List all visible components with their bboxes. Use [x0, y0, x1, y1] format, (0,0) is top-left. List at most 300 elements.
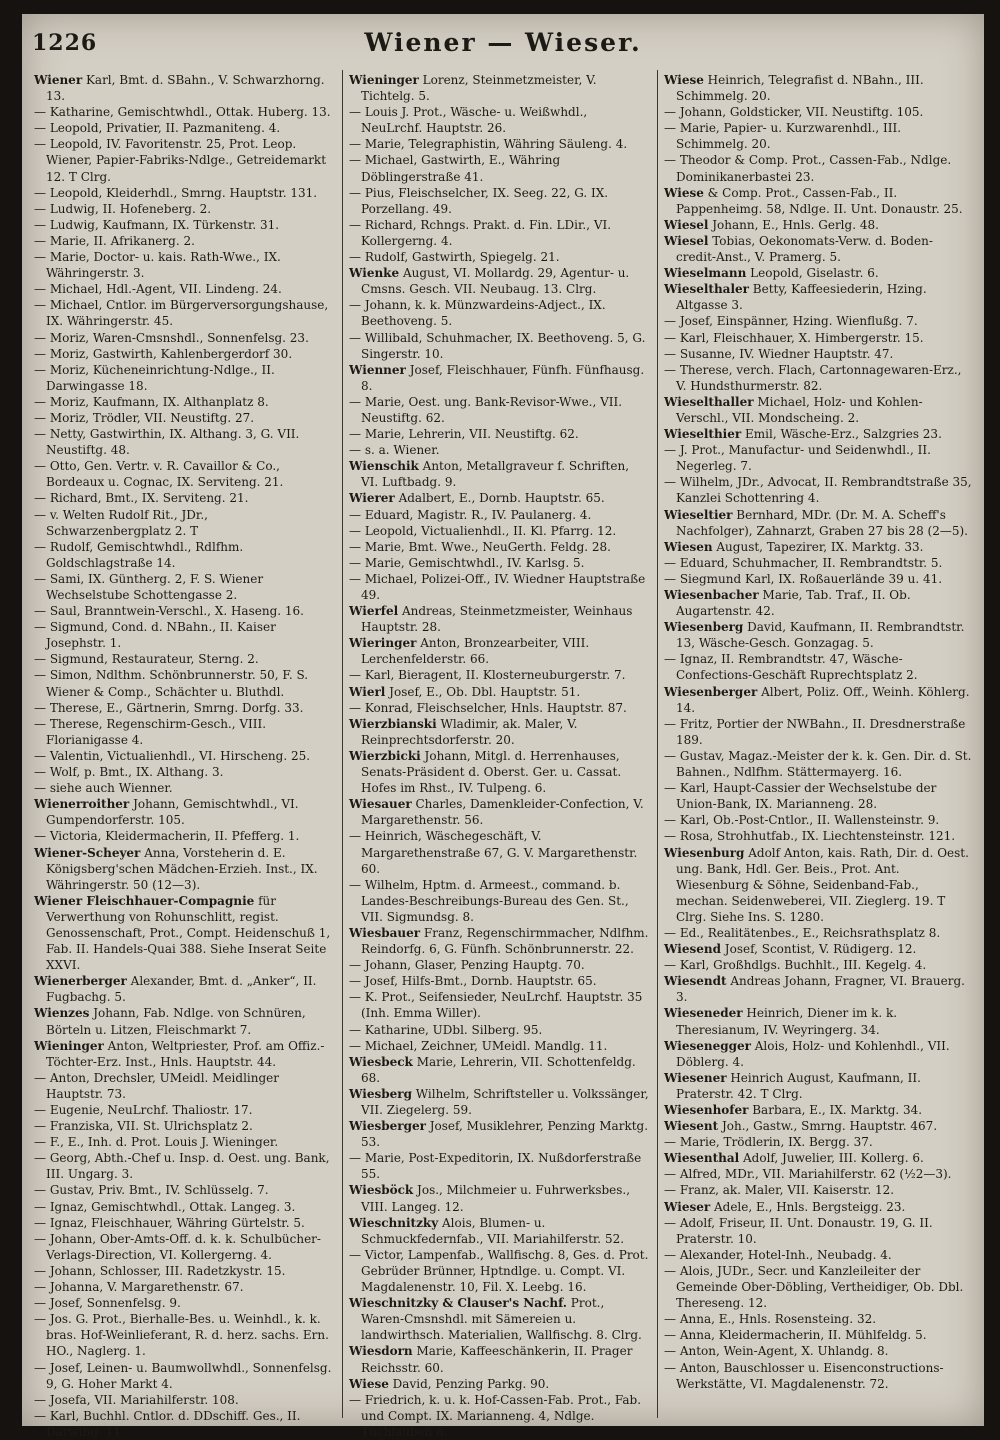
entry-text: Lorenz, Steinmetzmeister, V. Tichtelg. 5. [361, 73, 597, 104]
entry-text: — Theodor & Comp. Prot., Cassen-Fab., Ndlge. Dominikanerbastei 23. [664, 153, 952, 184]
entry-surname: Wienzes [34, 1006, 90, 1021]
entry-text: Heinrich, Telegrafist d. NBahn., III. Schimmelg. 20. [676, 73, 924, 104]
directory-entry [664, 362, 972, 394]
directory-entry [349, 828, 649, 876]
entry-surname: Wiesdorn [349, 1344, 413, 1359]
entry-text: — Otto, Gen. Vertr. v. R. Cavaillor & Co., Bordeaux u. Cognac, IX. Serviteng. 21. [34, 459, 284, 490]
entry-text: — Ignaz, Fleischhauer, Währing Gürtelstr. 5. [34, 1215, 305, 1230]
directory-entry [349, 877, 649, 925]
entry-text: — Johann, Ober-Amts-Off. d. k. k. Schulbücher-Verlags-Direction, VI. Kollergerng. 4. [34, 1231, 321, 1262]
entry-surname: Wieschnitzky & Clauser's Nachf. [349, 1296, 567, 1311]
entry-text: Johann, Mitgl. d. Herrenhauses, Senats-Präsident d. Oberst. Ger. u. Cassat. Hofes im Rhst., IV. Tulpeng. 6. [361, 748, 622, 796]
entry-surname: Wiener-Scheyer [34, 845, 141, 860]
entry-text: — Rosa, Strohhutfab., IX. Liechtensteinstr. 121. [664, 829, 956, 844]
entry-text: Heinrich August, Kaufmann, II. Praterstr. 42. T Clrg. [676, 1070, 921, 1101]
entry-surname: Wieseltier [664, 507, 733, 522]
directory-entry [664, 1215, 972, 1247]
entry-text: — Marie, Papier- u. Kurzwarenhdl., III. Schimmelg. 20. [664, 121, 902, 152]
directory-entry [349, 539, 649, 555]
directory-entry [349, 72, 649, 104]
entry-surname: Wiener Fleischhauer-Compagnie [34, 893, 255, 908]
entry-text: — Karl, Fleischhauer, X. Himbergerstr. 15. [664, 330, 924, 345]
entry-text: — Georg, Abth.-Chef u. Insp. d. Oest. ung. Bank, III. Ungarg. 3. [34, 1151, 330, 1182]
directory-entry [664, 957, 972, 973]
entry-text: — K. Prot., Seifensieder, NeuLrchf. Hauptstr. 35 (Inh. Emma Willer). [349, 990, 643, 1021]
directory-entry [34, 507, 334, 539]
directory-entry [34, 1279, 334, 1295]
directory-entry [349, 1295, 649, 1343]
entry-surname: Wiesenthal [664, 1151, 740, 1166]
entry-text: — Josef, Einspänner, Hzing. Wienflußg. 7. [664, 314, 918, 329]
entry-text: Anton, Weltpriester, Prof. am Offiz.-Töchter-Erz. Inst., Hnls. Hauptstr. 44. [46, 1038, 325, 1069]
entry-surname: Wiese [664, 185, 704, 200]
directory-entry [664, 587, 972, 619]
entry-surname: Wieninger [34, 1038, 104, 1053]
directory-entry [349, 362, 649, 394]
entry-text: Emil, Wäsche-Erz., Salzgries 23. [741, 427, 942, 442]
entry-text: — Marie, Telegraphistin, Währing Säuleng. 4. [349, 137, 628, 152]
entry-surname: Wieseneder [664, 1006, 743, 1021]
entry-surname: Wieselthier [664, 427, 742, 442]
directory-entry [349, 1054, 649, 1086]
page-title: Wiener — Wieser. [364, 28, 642, 57]
entry-text: Adalbert, E., Dornb. Hauptstr. 65. [394, 491, 605, 506]
entry-text: Karl, Bmt. d. SBahn., V. Schwarzhorng. 13. [46, 73, 325, 104]
entry-text: — Michael, Polizei-Off., IV. Wiedner Hauptstraße 49. [349, 571, 646, 602]
directory-entry [664, 1263, 972, 1311]
directory-entry [664, 1199, 972, 1215]
directory-entry [349, 394, 649, 426]
entry-surname: Wiesböck [349, 1183, 414, 1198]
entry-text: David, Kaufmann, II. Rembrandtstr. 13, Wäsche-Gesch. Gonzagag. 5. [676, 620, 965, 651]
column-1 [34, 72, 334, 1439]
directory-entry [349, 104, 649, 136]
directory-entry [664, 941, 972, 957]
entry-text: Wilhelm, Schriftsteller u. Volkssänger, VII. Ziegelerg. 59. [361, 1086, 649, 1117]
entry-text: Anna, Vorsteherin d. E. Königsberg'schen Mädchen-Erzieh. Inst., IX. Währingerstr. 50 (12—3). [46, 845, 318, 892]
directory-entry [34, 845, 334, 893]
entry-surname: Wiesel [664, 217, 709, 232]
directory-entry [34, 394, 334, 410]
directory-entry [349, 1150, 649, 1182]
directory-entry [664, 217, 972, 233]
directory-entry [664, 780, 972, 812]
directory-entry [34, 700, 334, 716]
directory-entry [349, 989, 649, 1021]
entry-text: — Adolf, Friseur, II. Unt. Donaustr. 19, G. II. Praterstr. 10. [664, 1215, 933, 1246]
entry-surname: Wienschik [349, 459, 419, 474]
directory-entry [349, 136, 649, 152]
directory-entry [34, 458, 334, 490]
directory-entry [34, 1263, 334, 1279]
entry-text: August, Tapezirer, IX. Marktg. 33. [712, 539, 924, 554]
directory-entry [349, 297, 649, 329]
entry-text: — Michael, Gastwirth, E., Währing Döblingerstraße 41. [349, 153, 561, 184]
entry-text: — Anton, Drechsler, UMeidl. Meidlinger Hauptstr. 73. [34, 1070, 279, 1101]
entry-text: — Ludwig, II. Hofeneberg. 2. [34, 201, 212, 216]
entry-text: — Moriz, Kücheneinrichtung-Ndlge., II. Darwingasse 18. [34, 362, 275, 393]
entry-text: — Richard, Bmt., IX. Serviteng. 21. [34, 491, 249, 506]
entry-text: — Therese, verch. Flach, Cartonnagewaren-Erz., V. Hundsthurmerstr. 82. [664, 362, 962, 393]
entry-text: — Karl, Bieragent, II. Klosterneuburgerstr. 7. [349, 668, 626, 683]
entry-surname: Wierer [349, 491, 395, 506]
directory-entry [34, 120, 334, 136]
directory-entry [664, 1118, 972, 1134]
directory-entry [34, 362, 334, 394]
directory-entry [34, 297, 334, 329]
directory-entry [349, 716, 649, 748]
entry-text: — Saul, Branntwein-Verschl., X. Haseng. 16. [34, 604, 304, 619]
entry-text: Alois, Blumen- u. Schmuckfedernfab., VII. Mariahilferstr. 52. [361, 1215, 625, 1246]
entry-surname: Wiese [664, 73, 704, 87]
entry-text: — Michael, Hdl.-Agent, VII. Lindeng. 24. [34, 282, 282, 297]
entry-text: — Siegmund Karl, IX. Roßauerlände 39 u. 41. [664, 571, 943, 586]
entry-text: — Eugenie, NeuLrchf. Thaliostr. 17. [34, 1103, 253, 1117]
entry-text: & Comp. Prot., Cassen-Fab., II. Pappenheimg. 58, Ndlge. II. Unt. Donaustr. 25. [676, 185, 963, 216]
directory-entry [664, 72, 972, 104]
entry-text: — Marie, Doctor- u. kais. Rath-Wwe., IX. Währingerstr. 3. [34, 250, 281, 281]
directory-entry [664, 426, 972, 442]
directory-entry [664, 442, 972, 474]
entry-text: Barbara, E., IX. Marktg. 34. [748, 1103, 923, 1117]
directory-entry [664, 748, 972, 780]
directory-entry [349, 523, 649, 539]
entry-text: — Josefa, VII. Mariahilferstr. 108. [34, 1392, 239, 1407]
entry-surname: Wierzbicki [349, 748, 421, 763]
directory-entry [664, 265, 972, 281]
entry-text: — Katharine, UDbl. Silberg. 95. [349, 1022, 543, 1037]
entry-surname: Wienner [349, 362, 406, 377]
directory-entry [664, 973, 972, 1005]
directory-entry [664, 828, 972, 844]
entry-text: — Marie, Bmt. Wwe., NeuGerth. Feldg. 28. [349, 539, 611, 554]
directory-entry [349, 957, 649, 973]
entry-text: Franz, Regenschirmmacher, Ndlfhm. Reindorfg. 6, G. Fünfh. Schönbrunnerstr. 22. [361, 925, 649, 957]
entry-surname: Wiesenhofer [664, 1103, 749, 1117]
entry-text: Adolf Anton, kais. Rath, Dir. d. Oest. ung. Bank, Hdl. Ger. Beis., Prot. Ant. Wiesenburg & Söhne, Seidenband-Fab., mechan. Seidenweberei, VII. Zieglerg. 19. T Clrg. Siehe Ins. S. 1280. [676, 845, 969, 924]
directory-entry [664, 1005, 972, 1037]
directory-entry [34, 619, 334, 651]
entry-text: Johann, Fab. Ndlge. von Schnüren, Börteln u. Litzen, Fleischmarkt 7. [46, 1006, 306, 1037]
entry-text: Charles, Damenkleider-Confection, V. Margarethenstr. 56. [361, 797, 644, 828]
directory-entry [664, 507, 972, 539]
directory-entry [34, 828, 334, 844]
directory-entry [34, 764, 334, 780]
directory-entry [664, 281, 972, 313]
entry-text: — Karl, Buchhl. Cntlor. d. DDschiff. Ges., II. Darwing. 11. [34, 1408, 301, 1439]
entry-text: — Anton, Wein-Agent, X. Uhlandg. 8. [664, 1344, 889, 1359]
directory-entry [664, 330, 972, 346]
directory-entry [34, 136, 334, 184]
entry-surname: Wiesberg [349, 1086, 412, 1101]
entry-text: — Johann, Glaser, Penzing Hauptg. 70. [349, 958, 585, 973]
directory-entry [34, 973, 334, 1005]
entry-text: Anton, Bronzearbeiter, VIII. Lerchenfelderstr. 66. [361, 636, 590, 667]
directory-entry [664, 845, 972, 925]
directory-entry [34, 104, 334, 120]
directory-entry [664, 619, 972, 651]
entry-text: — Michael, Cntlor. im Bürgerversorgungshause, IX. Währingerstr. 45. [34, 298, 329, 329]
directory-entry [34, 1134, 334, 1150]
directory-entry [349, 426, 649, 442]
entry-text: Wladimir, ak. Maler, V. Reinprechtsdorferstr. 20. [361, 716, 578, 747]
entry-text: — Johann, Goldsticker, VII. Neustiftg. 105. [664, 105, 924, 120]
directory-entry [349, 667, 649, 683]
entry-text: — Therese, Regenschirm-Gesch., VIII. Florianigasse 4. [34, 716, 267, 747]
directory-entry [664, 571, 972, 587]
directory-entry [664, 474, 972, 506]
entry-text: Alois, Holz- und Kohlenhdl., VII. Döblerg. 4. [676, 1038, 950, 1069]
entry-surname: Wieser [664, 1199, 711, 1214]
directory-entry [349, 458, 649, 490]
directory-entry [34, 249, 334, 281]
entry-text: — Moriz, Trödler, VII. Neustiftg. 27. [34, 410, 255, 425]
entry-surname: Wiesauer [349, 797, 412, 812]
entry-text: Johann, Gemischtwhdl., VI. Gumpendorferstr. 105. [46, 797, 299, 828]
entry-text: — Marie, Oest. ung. Bank-Revisor-Wwe., VII. Neustiftg. 62. [349, 394, 623, 425]
directory-entry [664, 1070, 972, 1102]
entry-surname: Wieselthaller [664, 394, 754, 409]
directory-entry [34, 330, 334, 346]
entry-text: — Leopold, Privatier, II. Pazmaniteng. 4. [34, 121, 281, 136]
directory-entry [34, 72, 334, 104]
entry-text: — Rudolf, Gemischtwhdl., Rdlfhm. Goldschlagstraße 14. [34, 539, 244, 570]
entry-text: Adele, E., Hnls. Bergsteigg. 23. [710, 1199, 906, 1214]
entry-text: Betty, Kaffeesiederin, Hzing. Altgasse 3. [676, 282, 927, 313]
entry-text: Johann, E., Hnls. Gerlg. 48. [708, 217, 879, 232]
directory-entry [664, 313, 972, 329]
directory-entry [34, 233, 334, 249]
directory-entry [349, 700, 649, 716]
entry-surname: Wieninger [349, 73, 419, 87]
entry-surname: Wiesenbacher [664, 588, 759, 602]
entry-surname: Wiesenberger [664, 684, 758, 699]
directory-entry [664, 925, 972, 941]
entry-text: Leopold, Giselastr. 6. [746, 266, 879, 281]
directory-entry [664, 394, 972, 426]
directory-entry [34, 1118, 334, 1134]
directory-entry [664, 1360, 972, 1392]
directory-entry [34, 346, 334, 362]
entry-text: — s. a. Wiener. [349, 443, 440, 458]
directory-entry [34, 410, 334, 426]
entry-text: Marie, Kaffeeschänkerin, II. Prager Reichsstr. 60. [361, 1344, 633, 1375]
entry-surname: Wienke [349, 266, 400, 281]
entry-text: Anton, Metallgraveur f. Schriften, VI. Luftbadg. 9. [361, 459, 630, 490]
directory-entry [34, 1360, 334, 1392]
entry-text: Josef, Scontist, V. Rüdigerg. 12. [720, 942, 917, 957]
entry-surname: Wiesendt [664, 974, 727, 989]
entry-text: — Marie, Gemischtwhdl., IV. Karlsg. 5. [349, 555, 585, 570]
directory-entry [34, 893, 334, 973]
entry-text: — Leopold, Victualienhdl., II. Kl. Pfarrg. 12. [349, 523, 617, 538]
directory-entry [349, 796, 649, 828]
entry-text: — Marie, Post-Expeditorin, IX. Nußdorferstraße 55. [349, 1151, 642, 1182]
entry-text: — Rudolf, Gastwirth, Spiegelg. 21. [349, 250, 560, 265]
entry-text: — Sigmund, Restaurateur, Sterng. 2. [34, 652, 259, 667]
entry-text: — siehe auch Wienner. [34, 781, 173, 796]
directory-entry [349, 1247, 649, 1295]
entry-text: Tobias, Oekonomats-Verw. d. Boden-credit-Anst., V. Pramerg. 5. [676, 233, 933, 265]
entry-text: — Michael, Zeichner, UMeidl. Mandlg. 11. [349, 1038, 608, 1053]
directory-entry [349, 507, 649, 523]
entry-text: — Heinrich, Wäschegeschäft, V. Margarethenstraße 67, G. V. Margarethenstr. 60. [349, 829, 638, 876]
entry-text: — Anna, E., Hnls. Rosensteing. 32. [664, 1312, 877, 1327]
entry-surname: Wieselthaler [664, 282, 749, 297]
entry-text: — Alexander, Hotel-Inh., Neubadg. 4. [664, 1247, 892, 1262]
entry-text: — Franziska, VII. St. Ulrichsplatz 2. [34, 1119, 253, 1134]
directory-entry [349, 571, 649, 603]
entry-surname: Wienerberger [34, 974, 127, 989]
entry-text: Josef, Fleischhauer, Fünfh. Fünfhausg. 8. [361, 362, 645, 393]
directory-entry [349, 635, 649, 667]
directory-entry [34, 1408, 334, 1440]
entry-surname: Wiesener [664, 1070, 727, 1085]
entry-text: David, Penzing Parkg. 90. [388, 1376, 550, 1391]
entry-surname: Wienerroither [34, 797, 130, 812]
entry-text: für Verwerthung von Rohunschlitt, regist. Genossenschaft, Prot., Compt. Heidenschuß 1, Fab. II. Handels-Quai 388. Siehe Inserat Seite XXVI. [46, 893, 331, 973]
directory-entry [664, 1343, 972, 1359]
directory-entry [349, 490, 649, 506]
directory-entry [349, 1118, 649, 1150]
entry-text: — Netty, Gastwirthin, IX. Althang. 3, G. VII. Neustiftg. 48. [34, 427, 300, 458]
entry-text: Heinrich, Diener im k. k. Theresianum, IV. Weyringerg. 34. [676, 1006, 898, 1037]
directory-entry [664, 1182, 972, 1198]
entry-surname: Wieschnitzky [349, 1215, 439, 1230]
entry-text: — Anna, Kleidermacherin, II. Mühlfeldg. 5. [664, 1328, 927, 1343]
entry-text: Josef, Musiklehrer, Penzing Marktg. 53. [361, 1119, 649, 1150]
entry-text: — J. Prot., Manufactur- und Seidenwhdl., II. Negerleg. 7. [664, 443, 931, 474]
directory-entry [34, 1005, 334, 1037]
directory-entry [349, 925, 649, 957]
entry-text: — Victoria, Kleidermacherin, II. Pfefferg. 1. [34, 829, 300, 844]
directory-entry [664, 1311, 972, 1327]
column-divider [342, 70, 343, 1418]
directory-entry [349, 555, 649, 571]
entry-surname: Wieringer [349, 636, 417, 651]
entry-text: — Ludwig, Kaufmann, IX. Türkenstr. 31. [34, 217, 280, 232]
entry-text: — Moriz, Waren-Cmsnshdl., Sonnenfelsg. 23. [34, 330, 309, 345]
directory-entry [34, 716, 334, 748]
entry-text: — Leopold, Kleiderhdl., Smrng. Hauptstr. 131. [34, 185, 318, 200]
entry-text: — Marie, II. Afrikanerg. 2. [34, 233, 195, 248]
entry-surname: Wierfel [349, 604, 399, 619]
directory-entry [34, 748, 334, 764]
entry-surname: Wiesenegger [664, 1038, 751, 1053]
directory-entry [349, 1343, 649, 1375]
directory-entry [34, 651, 334, 667]
entry-text: — Ignaz, Gemischtwhdl., Ottak. Langeg. 3. [34, 1199, 296, 1214]
directory-entry [349, 249, 649, 265]
entry-text: Michael, Holz- und Kohlen-Verschl., VII. Mondscheing. 2. [676, 394, 923, 425]
entry-surname: Wierl [349, 684, 386, 699]
directory-entry [34, 1231, 334, 1263]
entry-text: Bernhard, MDr. (Dr. M. A. Scheff's Nachfolger), Zahnarzt, Graben 27 bis 28 (2—5). [676, 507, 968, 538]
entry-text: — Franz, ak. Maler, VII. Kaiserstr. 12. [664, 1183, 895, 1198]
entry-text: — Richard, Rchngs. Prakt. d. Fin. LDir., VI. Kollergerng. 4. [349, 217, 612, 248]
directory-entry [664, 1150, 972, 1166]
directory-entry [664, 1134, 972, 1150]
entry-text: — Ed., Realitätenbes., E., Reichsrathsplatz 8. [664, 925, 941, 940]
directory-entry [349, 265, 649, 297]
entry-text: — Johann, k. k. Münzwardeins-Adject., IX. Beethoveng. 5. [349, 298, 606, 329]
entry-text: Marie, Lehrerin, VII. Schottenfeldg. 68. [361, 1054, 636, 1085]
entry-text: — Sigmund, Cond. d. NBahn., II. Kaiser Josephstr. 1. [34, 620, 276, 651]
entry-surname: Wiesbeck [349, 1054, 413, 1069]
directory-entry [349, 442, 649, 458]
directory-page [22, 14, 984, 1439]
directory-entry [664, 152, 972, 184]
entry-surname: Wiesenberg [664, 620, 744, 635]
entry-text: — Ignaz, II. Rembrandtstr. 47, Wäsche-Confections-Geschäft Ruprechtsplatz 2. [664, 652, 918, 683]
entry-text: — Marie, Trödlerin, IX. Bergg. 37. [664, 1135, 873, 1150]
directory-entry [34, 1038, 334, 1070]
entry-text: — Simon, Ndlthm. Schönbrunnerstr. 50, F. S. Wiener & Comp., Schächter u. Bluthdl. [34, 668, 309, 699]
entry-text: Jos., Milchmeier u. Fuhrwerksbes., VIII. Langeg. 12. [361, 1183, 631, 1214]
page-number: 1226 [32, 30, 98, 56]
entry-text: — Willibald, Schuhmacher, IX. Beethoveng. 5, G. Singerstr. 10. [349, 330, 646, 361]
entry-text: — Karl, Großhdlgs. Buchhlt., III. Kegelg. 4. [664, 958, 927, 973]
entry-surname: Wieselmann [664, 266, 747, 281]
entry-text: August, VI. Mollardg. 29, Agentur- u. Cmsns. Gesch. VII. Neubaug. 13. Clrg. [361, 266, 630, 297]
entry-text: — Fritz, Portier der NWBahn., II. Dresdnerstraße 189. [664, 716, 966, 747]
directory-entry [34, 1295, 334, 1311]
directory-entry [34, 667, 334, 699]
directory-entry [664, 1247, 972, 1263]
entry-text: — Victor, Lampenfab., Wallfischg. 8, Ges. d. Prot. Gebrüder Brünner, Hptndlge. u. Compt. VI. Magdalenenstr. 10, Fil. X. Leebg. 16. [349, 1247, 649, 1295]
directory-entry [34, 539, 334, 571]
directory-entry [349, 217, 649, 249]
entry-surname: Wiese [349, 1376, 389, 1391]
entry-text: — Gustav, Priv. Bmt., IV. Schlüsselg. 7. [34, 1183, 269, 1198]
entry-surname: Wiesberger [349, 1119, 426, 1134]
directory-entry [34, 185, 334, 201]
directory-entry [34, 571, 334, 603]
directory-entry [664, 555, 972, 571]
directory-entry [664, 684, 972, 716]
directory-entry [664, 1038, 972, 1070]
entry-text: Albert, Poliz. Off., Weinh. Köhlerg. 14. [676, 684, 970, 715]
directory-entry [349, 1215, 649, 1247]
column-3 [664, 72, 972, 1417]
entry-text: — Josef, Sonnenfelsg. 9. [34, 1296, 181, 1311]
entry-text: — Anton, Bauschlosser u. Eisenconstructions-Werkstätte, VI. Magdalenenstr. 72. [664, 1360, 944, 1391]
entry-text: — F., E., Inh. d. Prot. Louis J. Wieninger. [34, 1135, 279, 1150]
entry-text: — Moriz, Kaufmann, IX. Althanplatz 8. [34, 394, 269, 409]
directory-entry [349, 1392, 649, 1440]
directory-entry [664, 1102, 972, 1118]
directory-entry [349, 1182, 649, 1214]
entry-text: Andreas Johann, Fragner, VI. Brauerg. 3. [676, 974, 965, 1005]
entry-text: — Therese, E., Gärtnerin, Smrng. Dorfg. 33. [34, 700, 304, 715]
directory-entry [34, 201, 334, 217]
entry-text: — Konrad, Fleischselcher, Hnls. Hauptstr. 87. [349, 700, 627, 715]
directory-entry [34, 1311, 334, 1359]
directory-entry [34, 796, 334, 828]
entry-text: Josef, E., Ob. Dbl. Hauptstr. 51. [385, 684, 581, 699]
directory-entry [34, 1392, 334, 1408]
directory-entry [34, 490, 334, 506]
directory-entry [34, 1199, 334, 1215]
entry-surname: Wiesel [664, 233, 709, 248]
directory-entry [34, 1215, 334, 1231]
entry-surname: Wiesenburg [664, 845, 745, 860]
entry-text: — Wolf, p. Bmt., IX. Althang. 3. [34, 765, 224, 780]
entry-text: — Sami, IX. Güntherg. 2, F. S. Wiener Wechselstube Schottengasse 2. [34, 571, 264, 602]
entry-text: Joh., Gastw., Smrng. Hauptstr. 467. [718, 1119, 938, 1134]
directory-entry [664, 651, 972, 683]
entry-text: — Friedrich, k. u. k. Hof-Cassen-Fab. Prot., Fab. und Compt. IX. Marianneng. 4, Ndlge. Tuchlauben 8. [349, 1392, 642, 1439]
